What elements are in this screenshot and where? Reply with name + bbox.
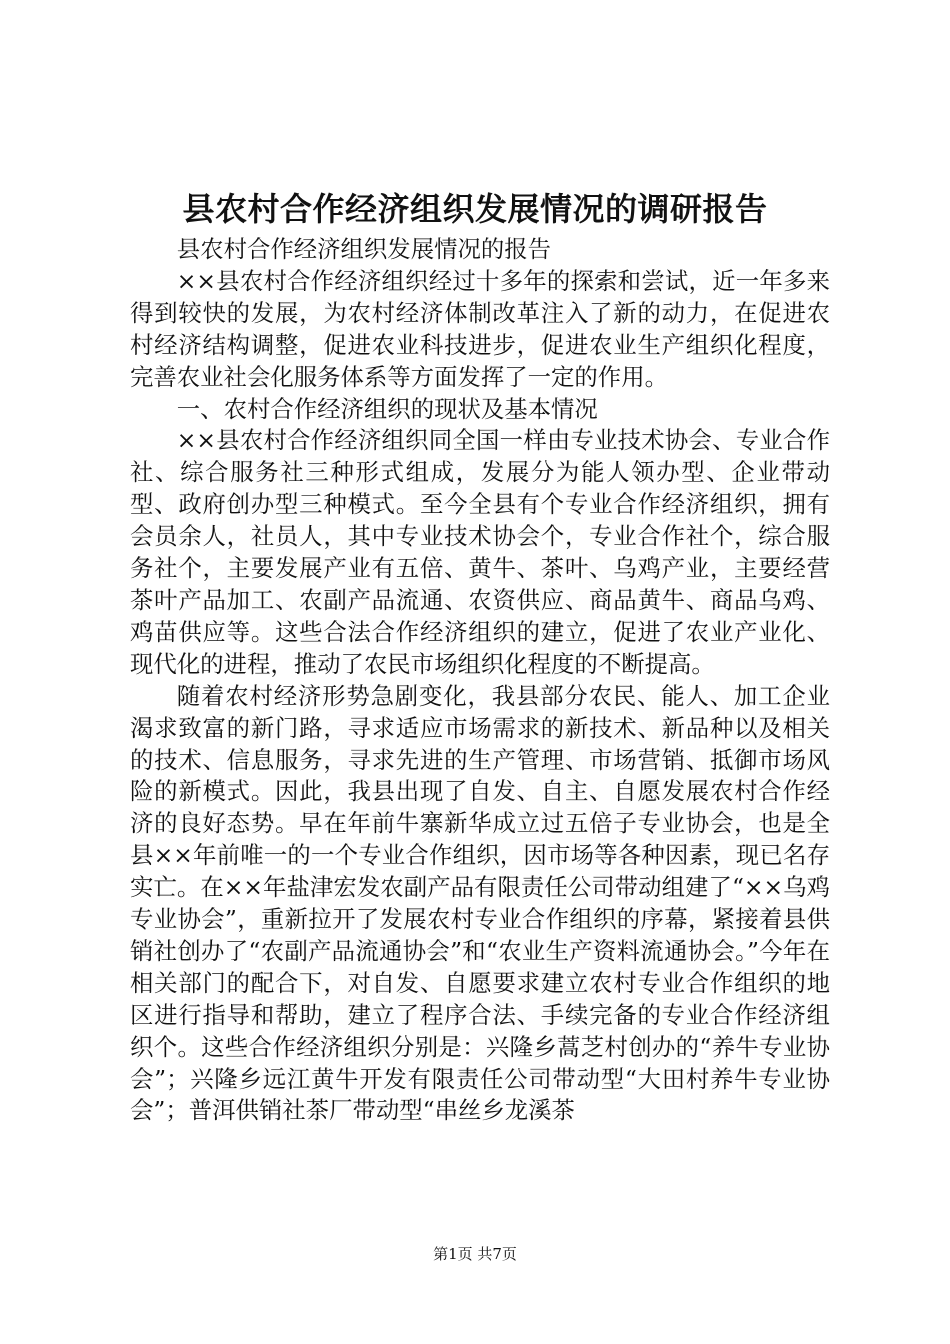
section-heading-status: 一、农村合作经济组织的现状及基本情况: [176, 394, 598, 423]
intro-paragraph: ××县农村合作经济组织经过十多年的探索和尝试，近一年多来得到较快的发展，为农村经济体制改革注入了新的动力，在促进农村经济结构调整，促进农业科技进步，促进农业生产组织化程度，完善农业社会化服务体系等方面发挥了一定的作用。: [130, 266, 830, 391]
status-paragraph: ××县农村合作经济组织同全国一样由专业技术协会、专业合作社、综合服务社三种形式组成，发展分为能人领办型、企业带动型、政府创办型三种模式。至今全县有个专业合作经济组织，拥有会员余人，社员人，其中专业技术协会个，专业合作社个，综合服务社个，主要发展产业有五倍、黄牛、茶叶、乌鸡产业，主要经营茶叶产品加工、农副产品流通、农资供应、商品黄牛、商品乌鸡、鸡苗供应等。这些合法合作经济组织的建立，促进了农业产业化、现代化的进程，推动了农民市场组织化程度的不断提高。: [130, 426, 830, 678]
document-body: [130, 234, 830, 1127]
document-title: 县农村合作经济组织发展情况的调研报告: [182, 190, 768, 228]
page-number: 第1页 共7页: [433, 1245, 517, 1263]
development-paragraph: 随着农村经济形势急剧变化，我县部分农民、能人、加工企业渴求致富的新门路，寻求适应市场需求的新技术、新品种以及相关的技术、信息服务，寻求先进的生产管理、市场营销、抵御市场风险的新模式。因此，我县出现了自发、自主、自愿发展农村合作经济的良好态势。早在年前牛寨新华成立过五倍子专业协会，也是全县××年前唯一的一个专业合作组织，因市场等各种因素，现已名存实亡。在××年盐津宏发农副产品有限责任公司带动组建了“××乌鸡专业协会”，重新拉开了发展农村专业合作组织的序幕，紧接着县供销社创办了“农副产品流通协会”和“农业生产资料流通协会。”今年在相关部门的配合下，对自发、自愿要求建立农村专业合作组织的地区进行指导和帮助，建立了程序合法、手续完备的专业合作经济组织个。这些合作经济组织分别是：兴隆乡蒿芝村创办的“养牛专业协会”；兴隆乡远江黄牛开发有限责任公司带动型“大田村养牛专业协会”；普洱供销社茶厂带动型“串丝乡龙溪茶: [130, 681, 830, 1125]
report-subtitle: 县农村合作经济组织发展情况的报告: [176, 235, 552, 263]
